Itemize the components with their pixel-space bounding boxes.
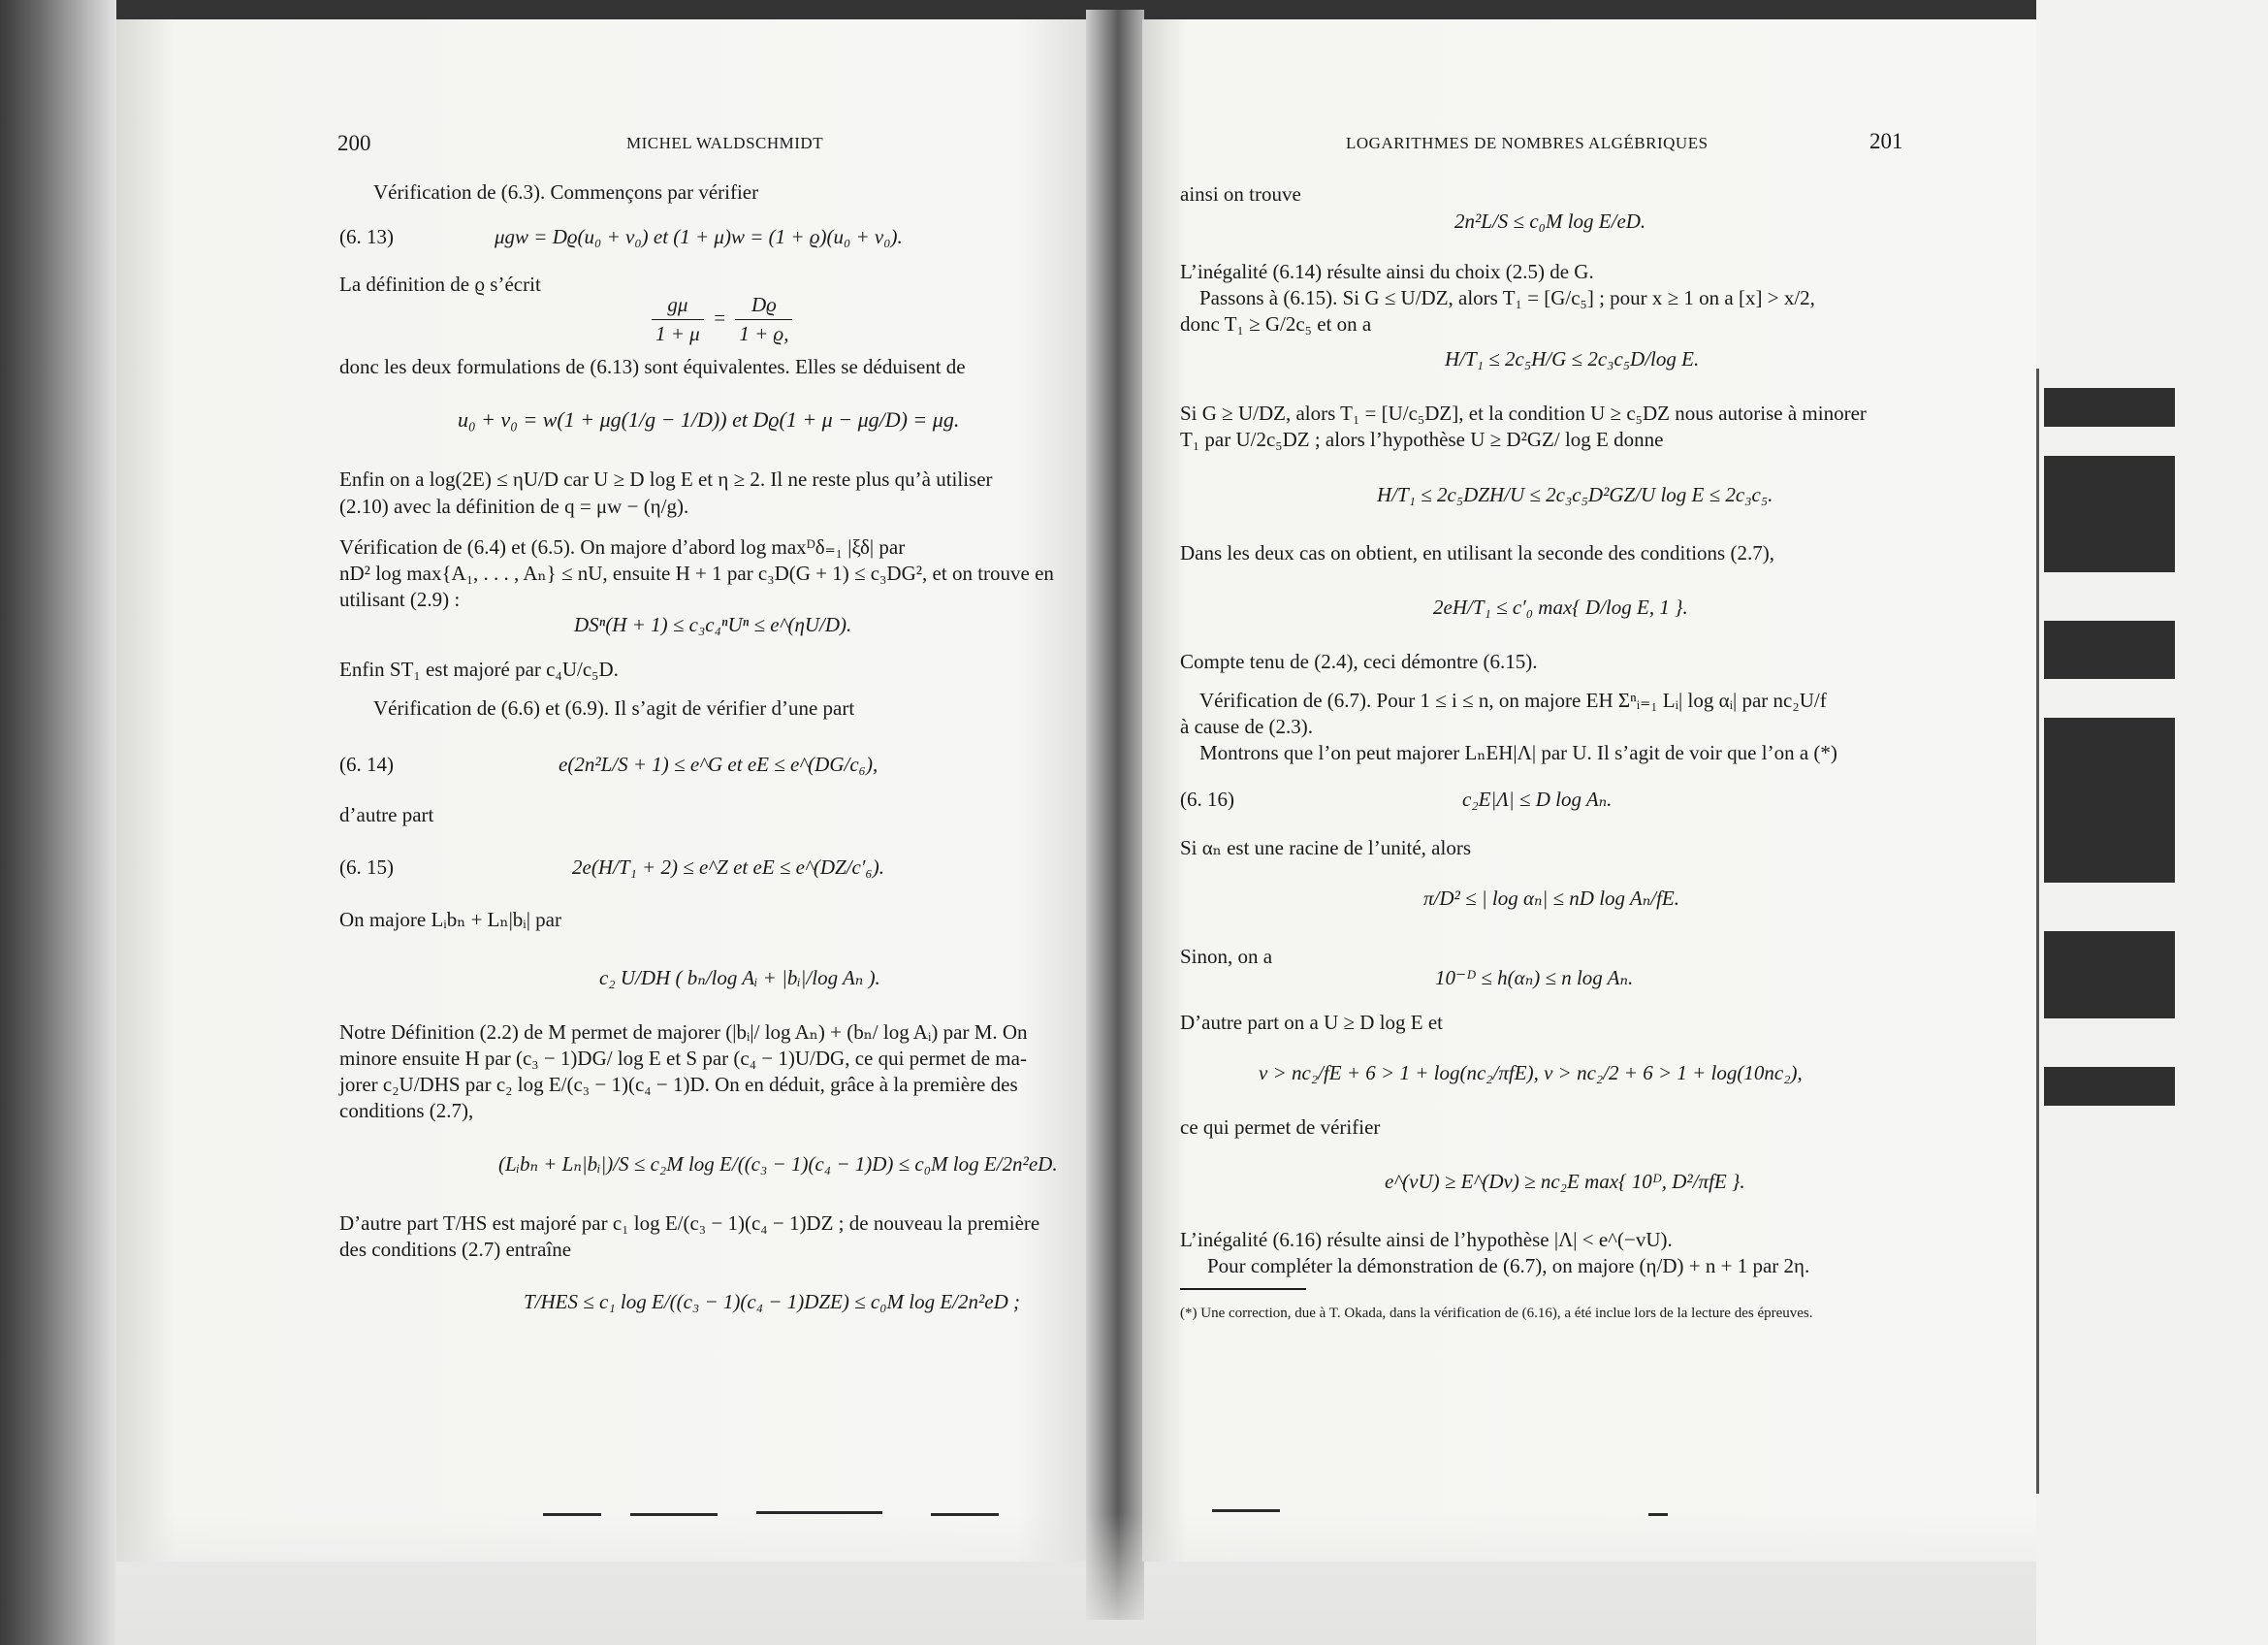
book-gutter: [1086, 10, 1144, 1620]
spine-band: [2044, 1067, 2175, 1106]
page-number-left: 200: [337, 131, 371, 155]
left-page: [116, 19, 1096, 1562]
spine-band: [2044, 456, 2175, 572]
paragraph: D’autre part on a U ≥ D log E et: [1180, 1011, 1444, 1034]
equation-L: (Lᵢbₙ + Lₙ|bᵢ|)/S ≤ c₂M log E/((c₃ − 1)(c₄ − 1)D) ≤ c₀M log E/2n²eD.: [498, 1152, 1058, 1176]
scan-artifact: [1648, 1513, 1668, 1516]
spine-band: [2044, 931, 2175, 1018]
equation-6-15: 2e(H/T₁ + 2) ≤ e^Z et eE ≤ e^(DZ/c′₆).: [572, 855, 884, 879]
equation-6-13: μgw = Dϱ(u₀ + v₀) et (1 + μ)w = (1 + ϱ)(u₀ + v₀).: [495, 225, 903, 248]
paragraph-line: Vérification de (6.7). Pour 1 ≤ i ≤ n, on majore EH Σⁿᵢ₌₁ Lᵢ| log αᵢ| par nc₂U/f: [1199, 689, 1827, 712]
equation-T: T/HES ≤ c₁ log E/((c₃ − 1)(c₄ − 1)DZE) ≤ c₀M log E/2n²eD ;: [524, 1290, 1021, 1313]
paragraph-line: donc T₁ ≥ G/2c₅ et on a: [1180, 312, 1372, 336]
spine-band: [2044, 621, 2175, 679]
equation-6-16: c₂E|Λ| ≤ D log Aₙ.: [1462, 788, 1613, 811]
equation-number: (6. 16): [1180, 788, 1234, 811]
paragraph-line: T₁ par U/2c₅DZ ; alors l’hypothèse U ≥ D²GZ/ log E donne: [1180, 428, 1664, 451]
scan-artifact: [756, 1511, 882, 1514]
equation-DS: DSⁿ(H + 1) ≤ c₃c₄ⁿUⁿ ≤ e^(ηU/D).: [574, 613, 852, 636]
paragraph-line: à cause de (2.3).: [1180, 715, 1314, 738]
equation-right-1: 2n²L/S ≤ c₀M log E/eD.: [1454, 210, 1646, 233]
paragraph: Pour compléter la démonstration de (6.7), on majore (η/D) + n + 1 par 2η.: [1207, 1254, 1810, 1277]
equation-c2: c₂ U/DH ( bₙ/log Aᵢ + |bᵢ|/log Aₙ ).: [599, 966, 880, 989]
paragraph-line: Notre Définition (2.2) de M permet de majorer (|bᵢ|/ log Aₙ) + (bₙ/ log Aᵢ) par M. On: [339, 1020, 1028, 1044]
paragraph: On majore Lᵢbₙ + Lₙ|bᵢ| par: [339, 908, 561, 931]
fraction-denominator: 1 + μ: [655, 322, 700, 345]
paragraph-line: conditions (2.7),: [339, 1099, 474, 1122]
scan-artifact: [1212, 1509, 1280, 1512]
left-book-edge: [0, 0, 116, 1645]
equation-6-14: e(2n²L/S + 1) ≤ e^G et eE ≤ e^(DG/c₆),: [559, 753, 878, 776]
equation-right-7: v > nc₂/fE + 6 > 1 + log(nc₂/πfE), v > nc₂/2 + 6 > 1 + log(10nc₂),: [1259, 1061, 1803, 1084]
equation-right-4: 2eH/T₁ ≤ c′₀ max{ D/log E, 1 }.: [1433, 596, 1688, 619]
equation-right-3: H/T₁ ≤ 2c₅DZH/U ≤ 2c₃c₅D²GZ/U log E ≤ 2c₃c₅.: [1377, 483, 1773, 506]
scan-artifact: [630, 1513, 718, 1516]
paragraph: Sinon, on a: [1180, 945, 1273, 968]
paragraph: La définition de ϱ s’écrit: [339, 273, 541, 296]
footnote: (*) Une correction, due à T. Okada, dans la vérification de (6.16), a été inclue lors de la lecture des épreuves.: [1180, 1306, 1813, 1321]
bottom-shadow: [116, 1513, 2036, 1645]
paragraph: Vérification de (6.3). Commençons par vérifier: [373, 180, 759, 204]
fraction-denominator: 1 + ϱ,: [739, 322, 789, 345]
paragraph-line: Enfin on a log(2E) ≤ ηU/D car U ≥ D log E et η ≥ 2. Il ne reste plus qu’à utiliser: [339, 468, 993, 491]
fraction-numerator: Dϱ: [735, 293, 792, 320]
spine-divider: [2036, 369, 2039, 1494]
footnote-rule: [1180, 1288, 1306, 1290]
paragraph: L’inégalité (6.14) résulte ainsi du choix (2.5) de G.: [1180, 260, 1594, 283]
paragraph-line: jorer c₂U/DHS par c₂ log E/(c₃ − 1)(c₄ − 1)D. On en déduit, grâce à la première des: [339, 1073, 1018, 1096]
paragraph: Si αₙ est une racine de l’unité, alors: [1180, 836, 1471, 859]
paragraph-line: (2.10) avec la définition de q = μw − (η/g).: [339, 495, 689, 518]
paragraph: ainsi on trouve: [1180, 182, 1301, 206]
paragraph-line: des conditions (2.7) entraîne: [339, 1238, 572, 1261]
page-number-right: 201: [1869, 129, 1903, 153]
paragraph-line: nD² log max{A₁, . . . , Aₙ} ≤ nU, ensuite H + 1 par c₃D(G + 1) ≤ c₃DG², et on trouve en: [339, 562, 1054, 585]
paragraph: Vérification de (6.6) et (6.9). Il s’agit de vérifier d’une part: [373, 696, 855, 720]
scan-artifact: [543, 1513, 601, 1516]
paragraph-line: minore ensuite H par (c₃ − 1)DG/ log E et S par (c₄ − 1)U/DG, ce qui permet de ma-: [339, 1047, 1027, 1070]
paragraph: L’inégalité (6.16) résulte ainsi de l’hypothèse |Λ| < e^(−vU).: [1180, 1228, 1673, 1251]
paragraph-line: Vérification de (6.4) et (6.5). On majore d’abord log maxᴰδ₌₁ |ξδ| par: [339, 535, 906, 559]
equation-number: (6. 13): [339, 225, 394, 248]
equation-right-6: 10⁻ᴰ ≤ h(αₙ) ≤ n log Aₙ.: [1435, 966, 1634, 989]
paragraph-line: Si G ≥ U/DZ, alors T₁ = [U/c₅DZ], et la condition U ≥ c₅DZ nous autorise à minorer: [1180, 402, 1867, 425]
paragraph: Compte tenu de (2.4), ceci démontre (6.15).: [1180, 650, 1538, 673]
equation-number: (6. 14): [339, 753, 394, 776]
equation-right-2: H/T₁ ≤ 2c₅H/G ≤ 2c₃c₅D/log E.: [1445, 347, 1700, 371]
paragraph: donc les deux formulations de (6.13) sont équivalentes. Elles se déduisent de: [339, 355, 966, 378]
equation-right-8: e^(vU) ≥ E^(Dv) ≥ nc₂E max{ 10ᴰ, D²/πfE }.: [1385, 1170, 1745, 1193]
running-header-left: MICHEL WALDSCHMIDT: [626, 134, 824, 152]
equation-right-5: π/D² ≤ | log αₙ| ≤ nD log Aₙ/fE.: [1423, 887, 1679, 910]
equation-definition: [648, 293, 796, 346]
running-header-right: LOGARITHMES DE NOMBRES ALGÉBRIQUES: [1346, 134, 1709, 152]
spine-band: [2044, 718, 2175, 883]
paragraph: ce qui permet de vérifier: [1180, 1115, 1381, 1139]
paragraph: Enfin ST₁ est majoré par c₄U/c₅D.: [339, 658, 619, 681]
paragraph-line: Montrons que l’on peut majorer LₙEH|Λ| par U. Il s’agit de voir que l’on a (*): [1199, 741, 1837, 764]
equation-u0: u₀ + v₀ = w(1 + μg(1/g − 1/D)) et Dϱ(1 + μ − μg/D) = μg.: [458, 407, 960, 432]
fraction-numerator: gμ: [652, 293, 704, 320]
paragraph-line: utilisant (2.9) :: [339, 588, 461, 611]
equation-number: (6. 15): [339, 855, 394, 879]
paragraph: Dans les deux cas on obtient, en utilisant la seconde des conditions (2.7),: [1180, 541, 1774, 564]
equals-sign: =: [712, 306, 727, 330]
scan-artifact: [931, 1513, 999, 1516]
paragraph-line: D’autre part T/HS est majoré par c₁ log E/(c₃ − 1)(c₄ − 1)DZ ; de nouveau la première: [339, 1211, 1040, 1235]
spine-band: [2044, 388, 2175, 427]
paragraph-line: Passons à (6.15). Si G ≤ U/DZ, alors T₁ = [G/c₅] ; pour x ≥ 1 on a [x] > x/2,: [1199, 286, 1815, 309]
paragraph: d’autre part: [339, 803, 434, 826]
